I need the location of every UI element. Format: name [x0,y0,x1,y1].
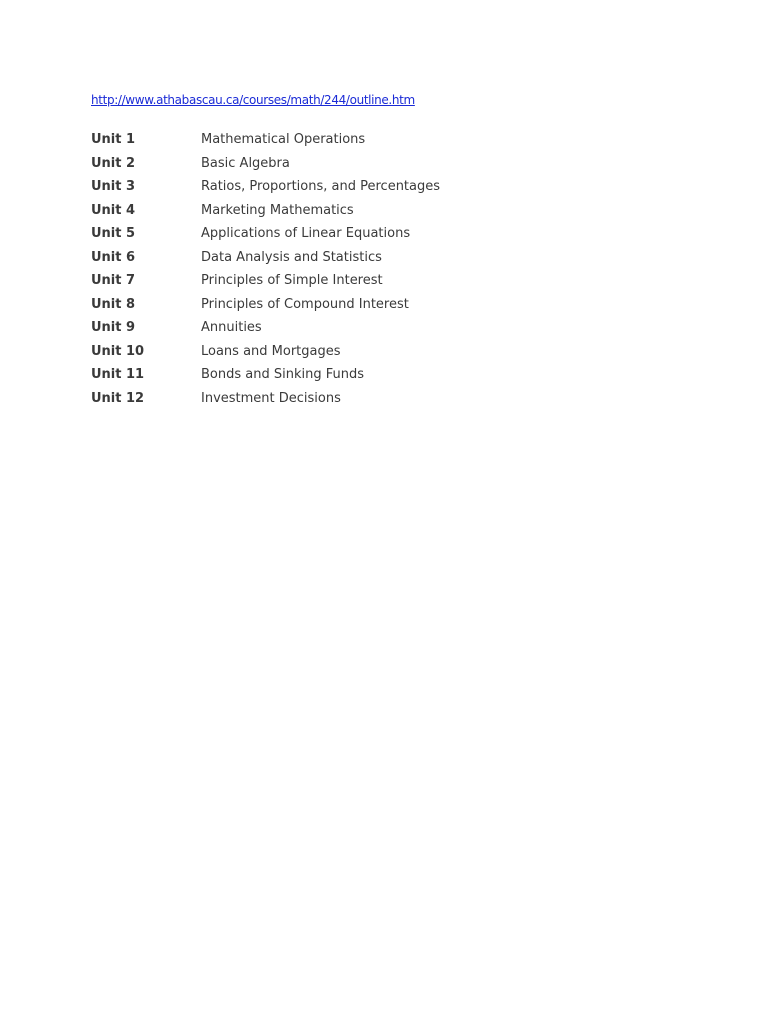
unit-title: Data Analysis and Statistics [201,249,382,265]
course-outline-link[interactable]: http://www.athabascau.ca/courses/math/244/outline.htm [91,93,415,107]
unit-row [91,199,691,223]
unit-title: Annuities [201,320,262,336]
unit-row [91,316,691,340]
unit-title: Bonds and Sinking Funds [201,367,364,383]
unit-row [91,175,691,199]
unit-row [91,269,691,293]
unit-label: Unit 9 [91,320,136,336]
unit-label: Unit 4 [91,202,136,218]
unit-title: Mathematical Operations [201,132,366,148]
unit-label: Unit 5 [91,226,136,242]
unit-row [91,293,691,317]
unit-title: Basic Algebra [201,155,290,171]
unit-title: Applications of Linear Equations [201,226,411,242]
unit-label: Unit 8 [91,296,136,312]
unit-label: Unit 3 [91,179,136,195]
unit-row [91,340,691,364]
unit-label: Unit 7 [91,273,136,289]
unit-title: Ratios, Proportions, and Percentages [201,179,441,195]
unit-label: Unit 10 [91,343,145,359]
unit-row [91,363,691,387]
unit-label: Unit 6 [91,249,136,265]
unit-row [91,128,691,152]
unit-label: Unit 12 [91,390,145,406]
unit-title: Marketing Mathematics [201,202,354,218]
unit-row [91,222,691,246]
unit-row [91,387,691,411]
unit-list [91,128,691,410]
unit-label: Unit 1 [91,132,136,148]
unit-title: Principles of Compound Interest [201,296,409,312]
unit-label: Unit 2 [91,155,136,171]
unit-label: Unit 11 [91,367,145,383]
unit-title: Loans and Mortgages [201,343,341,359]
unit-title: Investment Decisions [201,390,341,406]
unit-row [91,152,691,176]
unit-title: Principles of Simple Interest [201,273,383,289]
unit-row [91,246,691,270]
